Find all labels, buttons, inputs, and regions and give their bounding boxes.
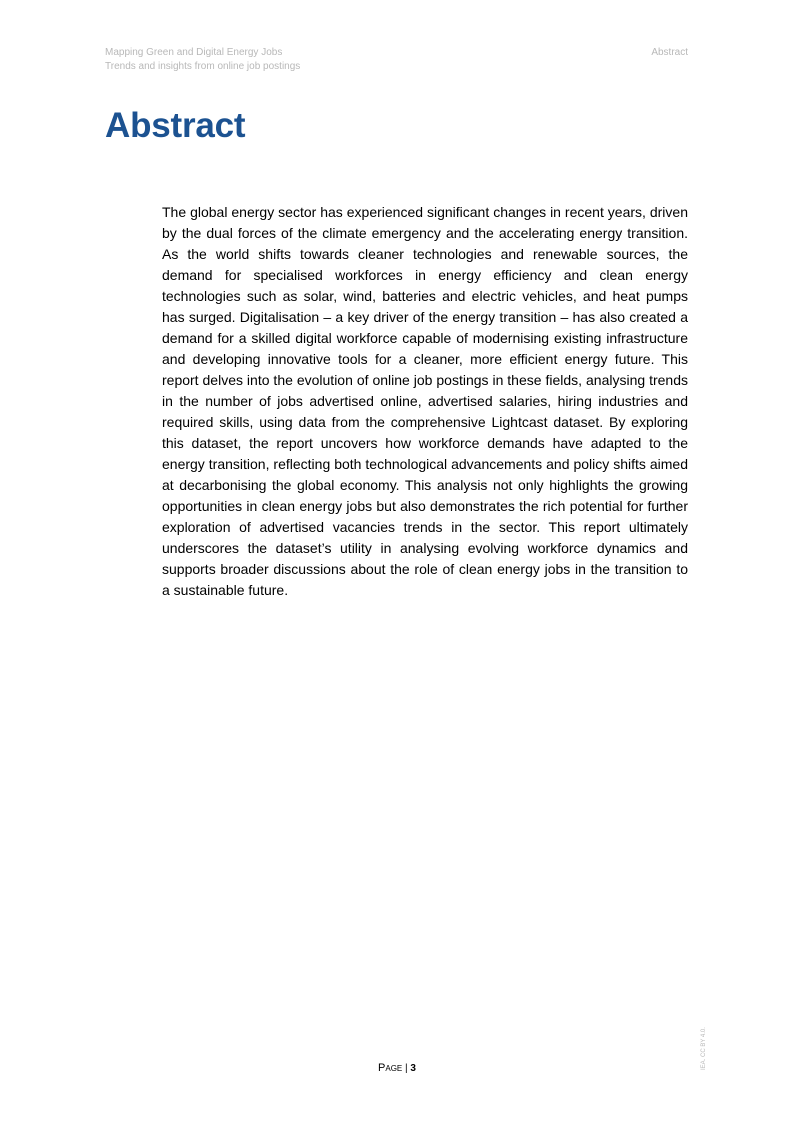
page-title: Abstract bbox=[105, 106, 246, 145]
page-separator: | bbox=[405, 1063, 411, 1074]
abstract-paragraph: The global energy sector has experienced significant changes in recent years, driven by the dual forces of the climate emergency and the accelerating energy transition. As the world shifts towards cleaner technologies and renewable sources, the demand for specialised workforces in energy efficiency and clean energy technologies such as solar, wind, batteries and electric vehicles, and heat pumps has surged. Digitalisation – a key driver of the energy transition – has also created a demand for a skilled digital workforce capable of modernising existing infrastructure and developing innovative tools for a cleaner, more efficient energy future. This report delves into the evolution of online job postings in these fields, analysing trends in the number of jobs advertised online, advertised salaries, hiring industries and required skills, using data from the comprehensive Lightcast dataset. By exploring this dataset, the report uncovers how workforce demands have adapted to the energy transition, reflecting both technological advancements and policy shifts aimed at decarbonising the global economy. This analysis not only highlights the growing opportunities in clean energy jobs but also demonstrates the rich potential for further exploration of advertised vacancies trends in the sector. This report ultimately underscores the dataset’s utility in analysing evolving workforce dynamics and supports broader discussions about the role of clean energy jobs in the transition to a sustainable future. bbox=[162, 204, 688, 598]
page-number: 3 bbox=[410, 1063, 416, 1074]
report-subtitle: Trends and insights from online job postings bbox=[105, 61, 301, 72]
page-footer bbox=[0, 1061, 794, 1076]
page-label: Page bbox=[378, 1062, 403, 1074]
section-header: Abstract bbox=[651, 47, 688, 58]
report-title: Mapping Green and Digital Energy Jobs bbox=[105, 47, 283, 58]
license-note: IEA. CC BY 4.0. bbox=[701, 1027, 707, 1070]
running-header bbox=[105, 46, 300, 74]
